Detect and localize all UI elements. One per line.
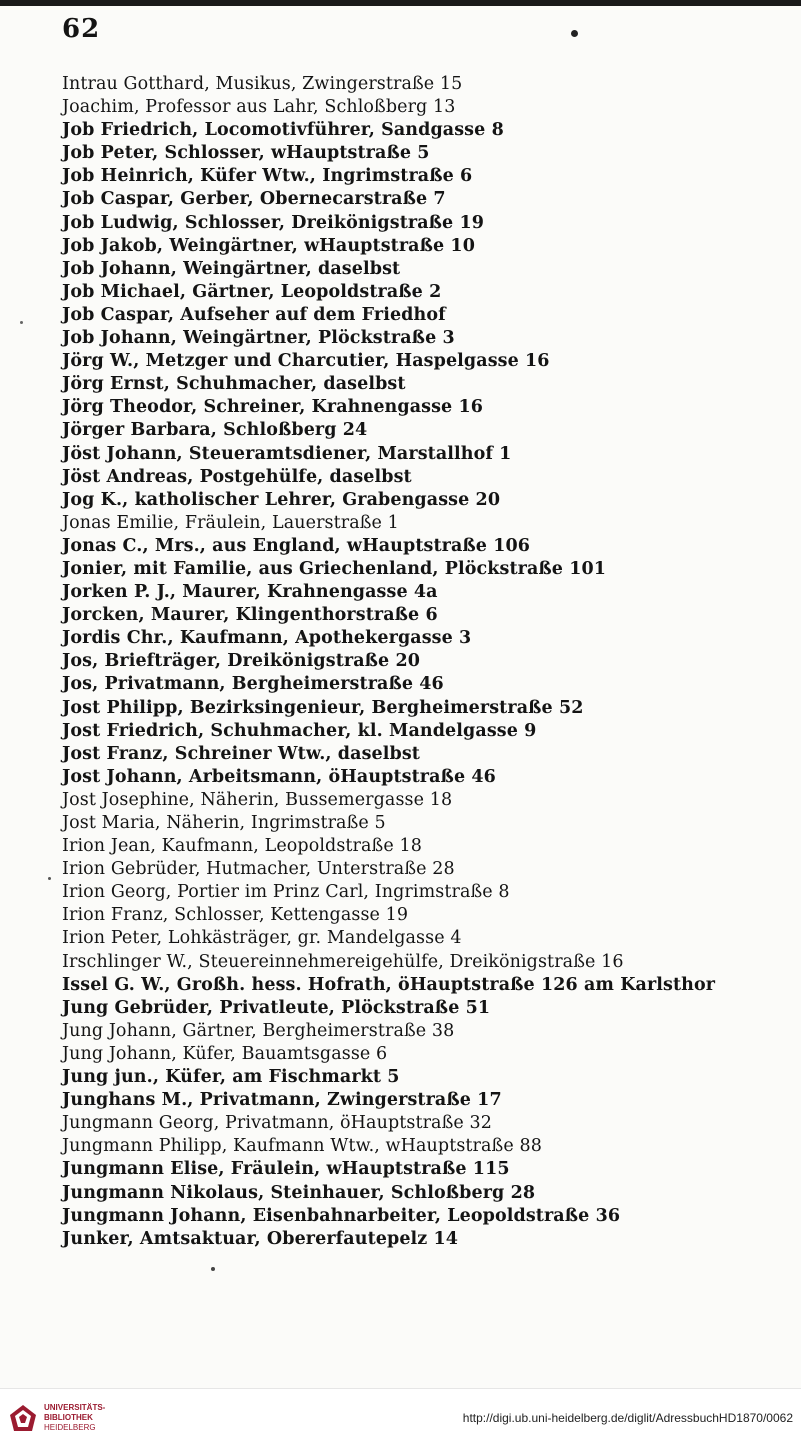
directory-entry: Jöst Andreas, Postgehülfe, daselbst (62, 466, 412, 487)
ink-speck (20, 321, 23, 324)
top-rule (0, 0, 801, 6)
directory-entry: Jost Friedrich, Schuhmacher, kl. Mandelgasse 9 (62, 720, 537, 741)
directory-entry: Jorcken, Maurer, Klingenthorstraße 6 (62, 605, 438, 626)
directory-entry: Job Caspar, Gerber, Obernecarstraße 7 (62, 189, 446, 210)
directory-entry: Job Michael, Gärtner, Leopoldstraße 2 (62, 281, 442, 302)
directory-entry: Jungmann Elise, Fräulein, wHauptstraße 115 (62, 1159, 510, 1180)
source-url[interactable]: http://digi.ub.uni-heidelberg.de/diglit/AdressbuchHD1870/0062 (462, 1411, 793, 1425)
directory-entry: Jonier, mit Familie, aus Griechenland, Plöckstraße 101 (62, 558, 607, 579)
directory-entry: Junghans M., Privatmann, Zwingerstraße 17 (62, 1090, 502, 1111)
directory-entry: Jöst Johann, Steueramtsdiener, Marstallhof 1 (62, 443, 512, 464)
directory-entry: Irschlinger W., Steuereinnehmereigehülfe, Dreikönigstraße 16 (62, 951, 624, 972)
directory-entry: Job Jakob, Weingärtner, wHauptstraße 10 (62, 235, 475, 256)
directory-entry: Jörger Barbara, Schloßberg 24 (62, 420, 368, 441)
library-name-line: UNIVERSITÄTS- (44, 1403, 106, 1412)
directory-entry: Jungmann Philipp, Kaufmann Wtw., wHauptstraße 88 (62, 1136, 542, 1157)
directory-entry: Jonas Emilie, Fräulein, Lauerstraße 1 (62, 512, 399, 533)
directory-entry: Jungmann Georg, Privatmann, öHauptstraße 32 (62, 1113, 492, 1134)
directory-entry: Jung Gebrüder, Privatleute, Plöckstraße 51 (62, 997, 491, 1018)
directory-entry: Irion Franz, Schlosser, Kettengasse 19 (62, 905, 409, 926)
library-name (44, 1403, 105, 1433)
directory-entry: Junker, Amtsaktuar, Obererfautepelz 14 (62, 1228, 459, 1249)
directory-entry: Irion Jean, Kaufmann, Leopoldstraße 18 (62, 836, 422, 857)
directory-entry: Jungmann Johann, Eisenbahnarbeiter, Leopoldstraße 36 (62, 1205, 621, 1226)
directory-entry: Irion Peter, Lohkästräger, gr. Mandelgasse 4 (62, 928, 462, 949)
directory-entry: Jorken P. J., Maurer, Krahnengasse 4a (62, 582, 438, 603)
directory-entry: Jung Johann, Gärtner, Bergheimerstraße 38 (62, 1020, 455, 1041)
ink-dot (571, 30, 578, 37)
directory-entry: Jung jun., Küfer, am Fischmarkt 5 (62, 1067, 400, 1088)
directory-entry: Issel G. W., Großh. hess. Hofrath, öHauptstraße 126 am Karlsthor (62, 974, 716, 995)
directory-entry: Jost Josephine, Näherin, Bussemergasse 18 (62, 789, 453, 810)
directory-entry: Jost Franz, Schreiner Wtw., daselbst (62, 743, 420, 764)
directory-entry: Jungmann Nikolaus, Steinhauer, Schloßberg 28 (62, 1182, 536, 1203)
directory-entry: Irion Gebrüder, Hutmacher, Unterstraße 28 (62, 859, 455, 880)
directory-entries (62, 73, 792, 1251)
directory-entry: Irion Georg, Portier im Prinz Carl, Ingrimstraße 8 (62, 882, 510, 903)
directory-entry: Jog K., katholischer Lehrer, Grabengasse 20 (62, 489, 501, 510)
directory-entry: Jost Philipp, Bezirksingenieur, Bergheimerstraße 52 (62, 697, 584, 718)
directory-entry: Jost Maria, Näherin, Ingrimstraße 5 (62, 813, 386, 833)
directory-entry: Jonas C., Mrs., aus England, wHauptstraße 106 (62, 535, 531, 556)
directory-entry: Jost Johann, Arbeitsmann, öHauptstraße 46 (62, 766, 496, 787)
university-library-logo-icon (8, 1403, 38, 1433)
page-number: 62 (62, 14, 101, 44)
directory-entry: Job Friedrich, Locomotivführer, Sandgasse 8 (62, 120, 504, 141)
directory-entry: Jörg W., Metzger und Charcutier, Haspelgasse 16 (62, 351, 550, 372)
footer-bar (0, 1388, 801, 1448)
library-name-line: HEIDELBERG (44, 1423, 96, 1432)
directory-entry: Job Caspar, Aufseher auf dem Friedhof (62, 304, 446, 325)
directory-entry: Job Heinrich, Küfer Wtw., Ingrimstraße 6 (62, 166, 473, 187)
library-name-line: BIBLIOTHEK (44, 1413, 93, 1422)
ink-speck (211, 1267, 215, 1271)
directory-entry: Jos, Briefträger, Dreikönigstraße 20 (62, 651, 421, 672)
directory-entry: Job Johann, Weingärtner, Plöckstraße 3 (62, 328, 455, 349)
directory-entry: Jordis Chr., Kaufmann, Apothekergasse 3 (62, 628, 472, 649)
directory-entry: Jos, Privatmann, Bergheimerstraße 46 (62, 674, 444, 695)
ink-speck (48, 877, 51, 880)
directory-entry: Jörg Theodor, Schreiner, Krahnengasse 16 (62, 397, 484, 418)
directory-entry: Jörg Ernst, Schuhmacher, daselbst (62, 374, 406, 395)
directory-entry: Jung Johann, Küfer, Bauamtsgasse 6 (62, 1043, 388, 1064)
directory-entry: Job Ludwig, Schlosser, Dreikönigstraße 19 (62, 212, 485, 233)
directory-entry: Job Johann, Weingärtner, daselbst (62, 258, 401, 279)
directory-entry: Joachim, Professor aus Lahr, Schloßberg 13 (62, 97, 456, 118)
directory-entry: Job Peter, Schlosser, wHauptstraße 5 (62, 143, 430, 164)
directory-entry: Intrau Gotthard, Musikus, Zwingerstraße 15 (62, 74, 463, 94)
